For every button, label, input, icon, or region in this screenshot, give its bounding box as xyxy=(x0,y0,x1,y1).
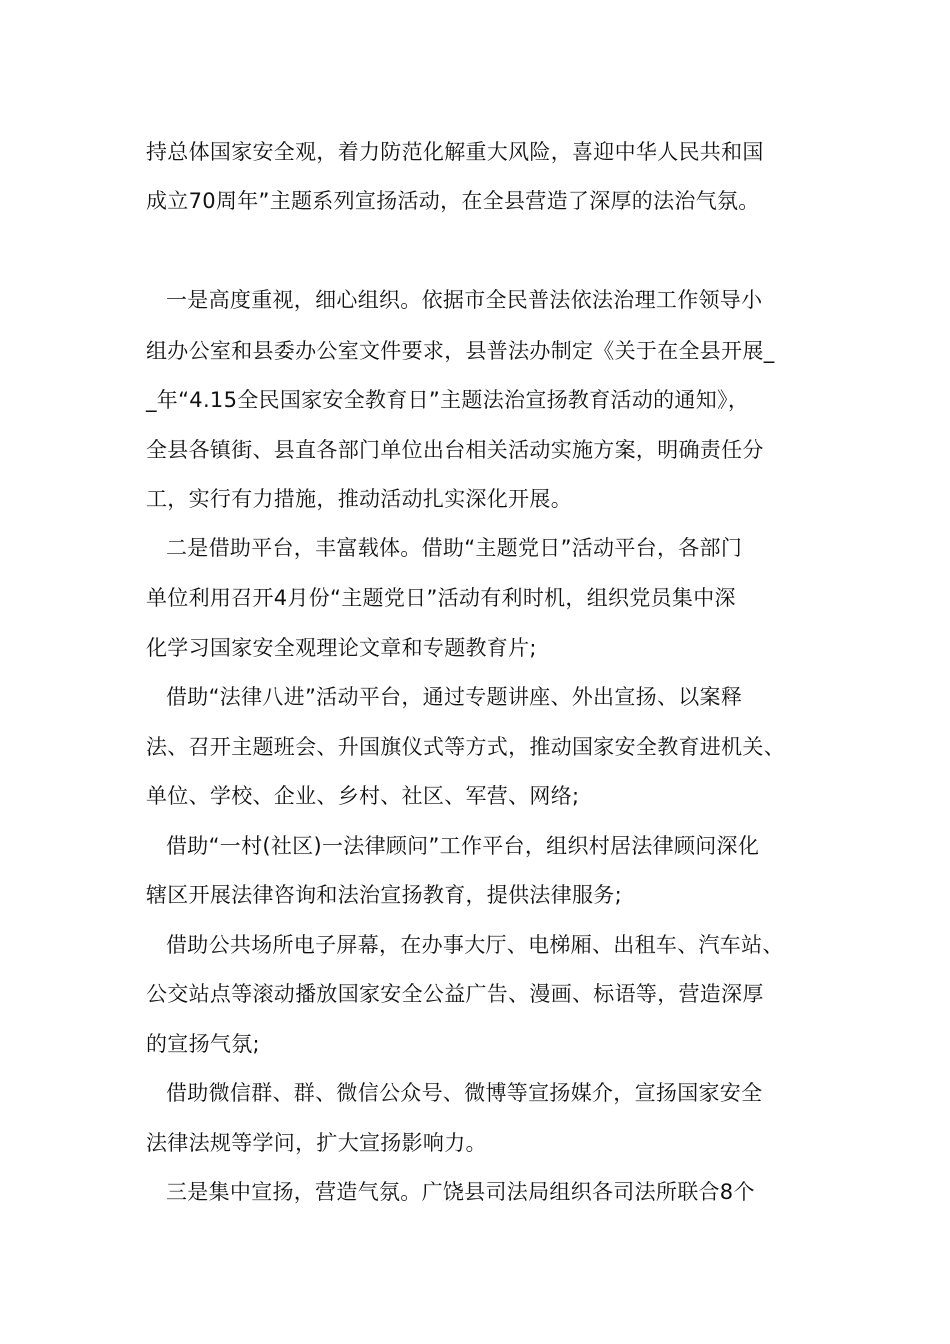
paragraph-start: 借助“法律八进”活动平台，通过专题讲座、外出宣扬、以案释 xyxy=(166,685,743,709)
text-line: 工，实行有力措施，推动活动扎实深化开展。 xyxy=(146,487,572,511)
paragraph-start: 二是借助平台，丰富载体。借助“主题党日”活动平台，各部门 xyxy=(166,536,743,560)
paragraph-start: 借助微信群、群、微信公众号、微博等宣扬媒介，宣扬国家安全 xyxy=(166,1081,763,1105)
text-line: _年“4.15全民国家安全教育日”主题法治宣扬教育活动的通知》， xyxy=(146,388,750,412)
text-line: 的宣扬气氛; xyxy=(146,1032,260,1056)
text-line: 持总体国家安全观，着力防范化解重大风险，喜迎中华人民共和国 xyxy=(146,140,764,164)
paragraph-start: 一是高度重视，细心组织。依据市全民普法依法治理工作领导小 xyxy=(166,288,763,312)
text-line: 组办公室和县委办公室文件要求，县普法办制定《关于在全县开展_ xyxy=(146,339,775,363)
paragraph-start: 三是集中宣扬，营造气氛。广饶县司法局组织各司法所联合8个 xyxy=(166,1180,755,1204)
text-line: 化学习国家安全观理论文章和专题教育片; xyxy=(146,636,537,660)
text-line: 法律法规等学问，扩大宣扬影响力。 xyxy=(146,1131,487,1155)
paragraph-start: 借助公共场所电子屏幕，在办事大厅、电梯厢、出租车、汽车站、 xyxy=(166,933,784,957)
text-line: 辖区开展法律咨询和法治宣扬教育，提供法律服务; xyxy=(146,883,622,907)
text-line: 公交站点等滚动播放国家安全公益广告、漫画、标语等，营造深厚 xyxy=(146,982,764,1006)
text-line: 全县各镇街、县直各部门单位出台相关活动实施方案，明确责任分 xyxy=(146,438,764,462)
paragraph-start: 借助“一村(社区)一法律顾问”工作平台，组织村居法律顾问深化 xyxy=(166,834,760,858)
text-line: 法、召开主题班会、升国旗仪式等方式，推动国家安全教育进机关、 xyxy=(146,735,785,759)
text-line: 成立70周年”主题系列宣扬活动，在全县营造了深厚的法治气氛。 xyxy=(146,189,760,213)
text-line: 单位利用召开4月份“主题党日”活动有利时机，组织党员集中深 xyxy=(146,586,736,610)
text-line: 单位、学校、企业、乡村、社区、军营、网络; xyxy=(146,784,580,808)
